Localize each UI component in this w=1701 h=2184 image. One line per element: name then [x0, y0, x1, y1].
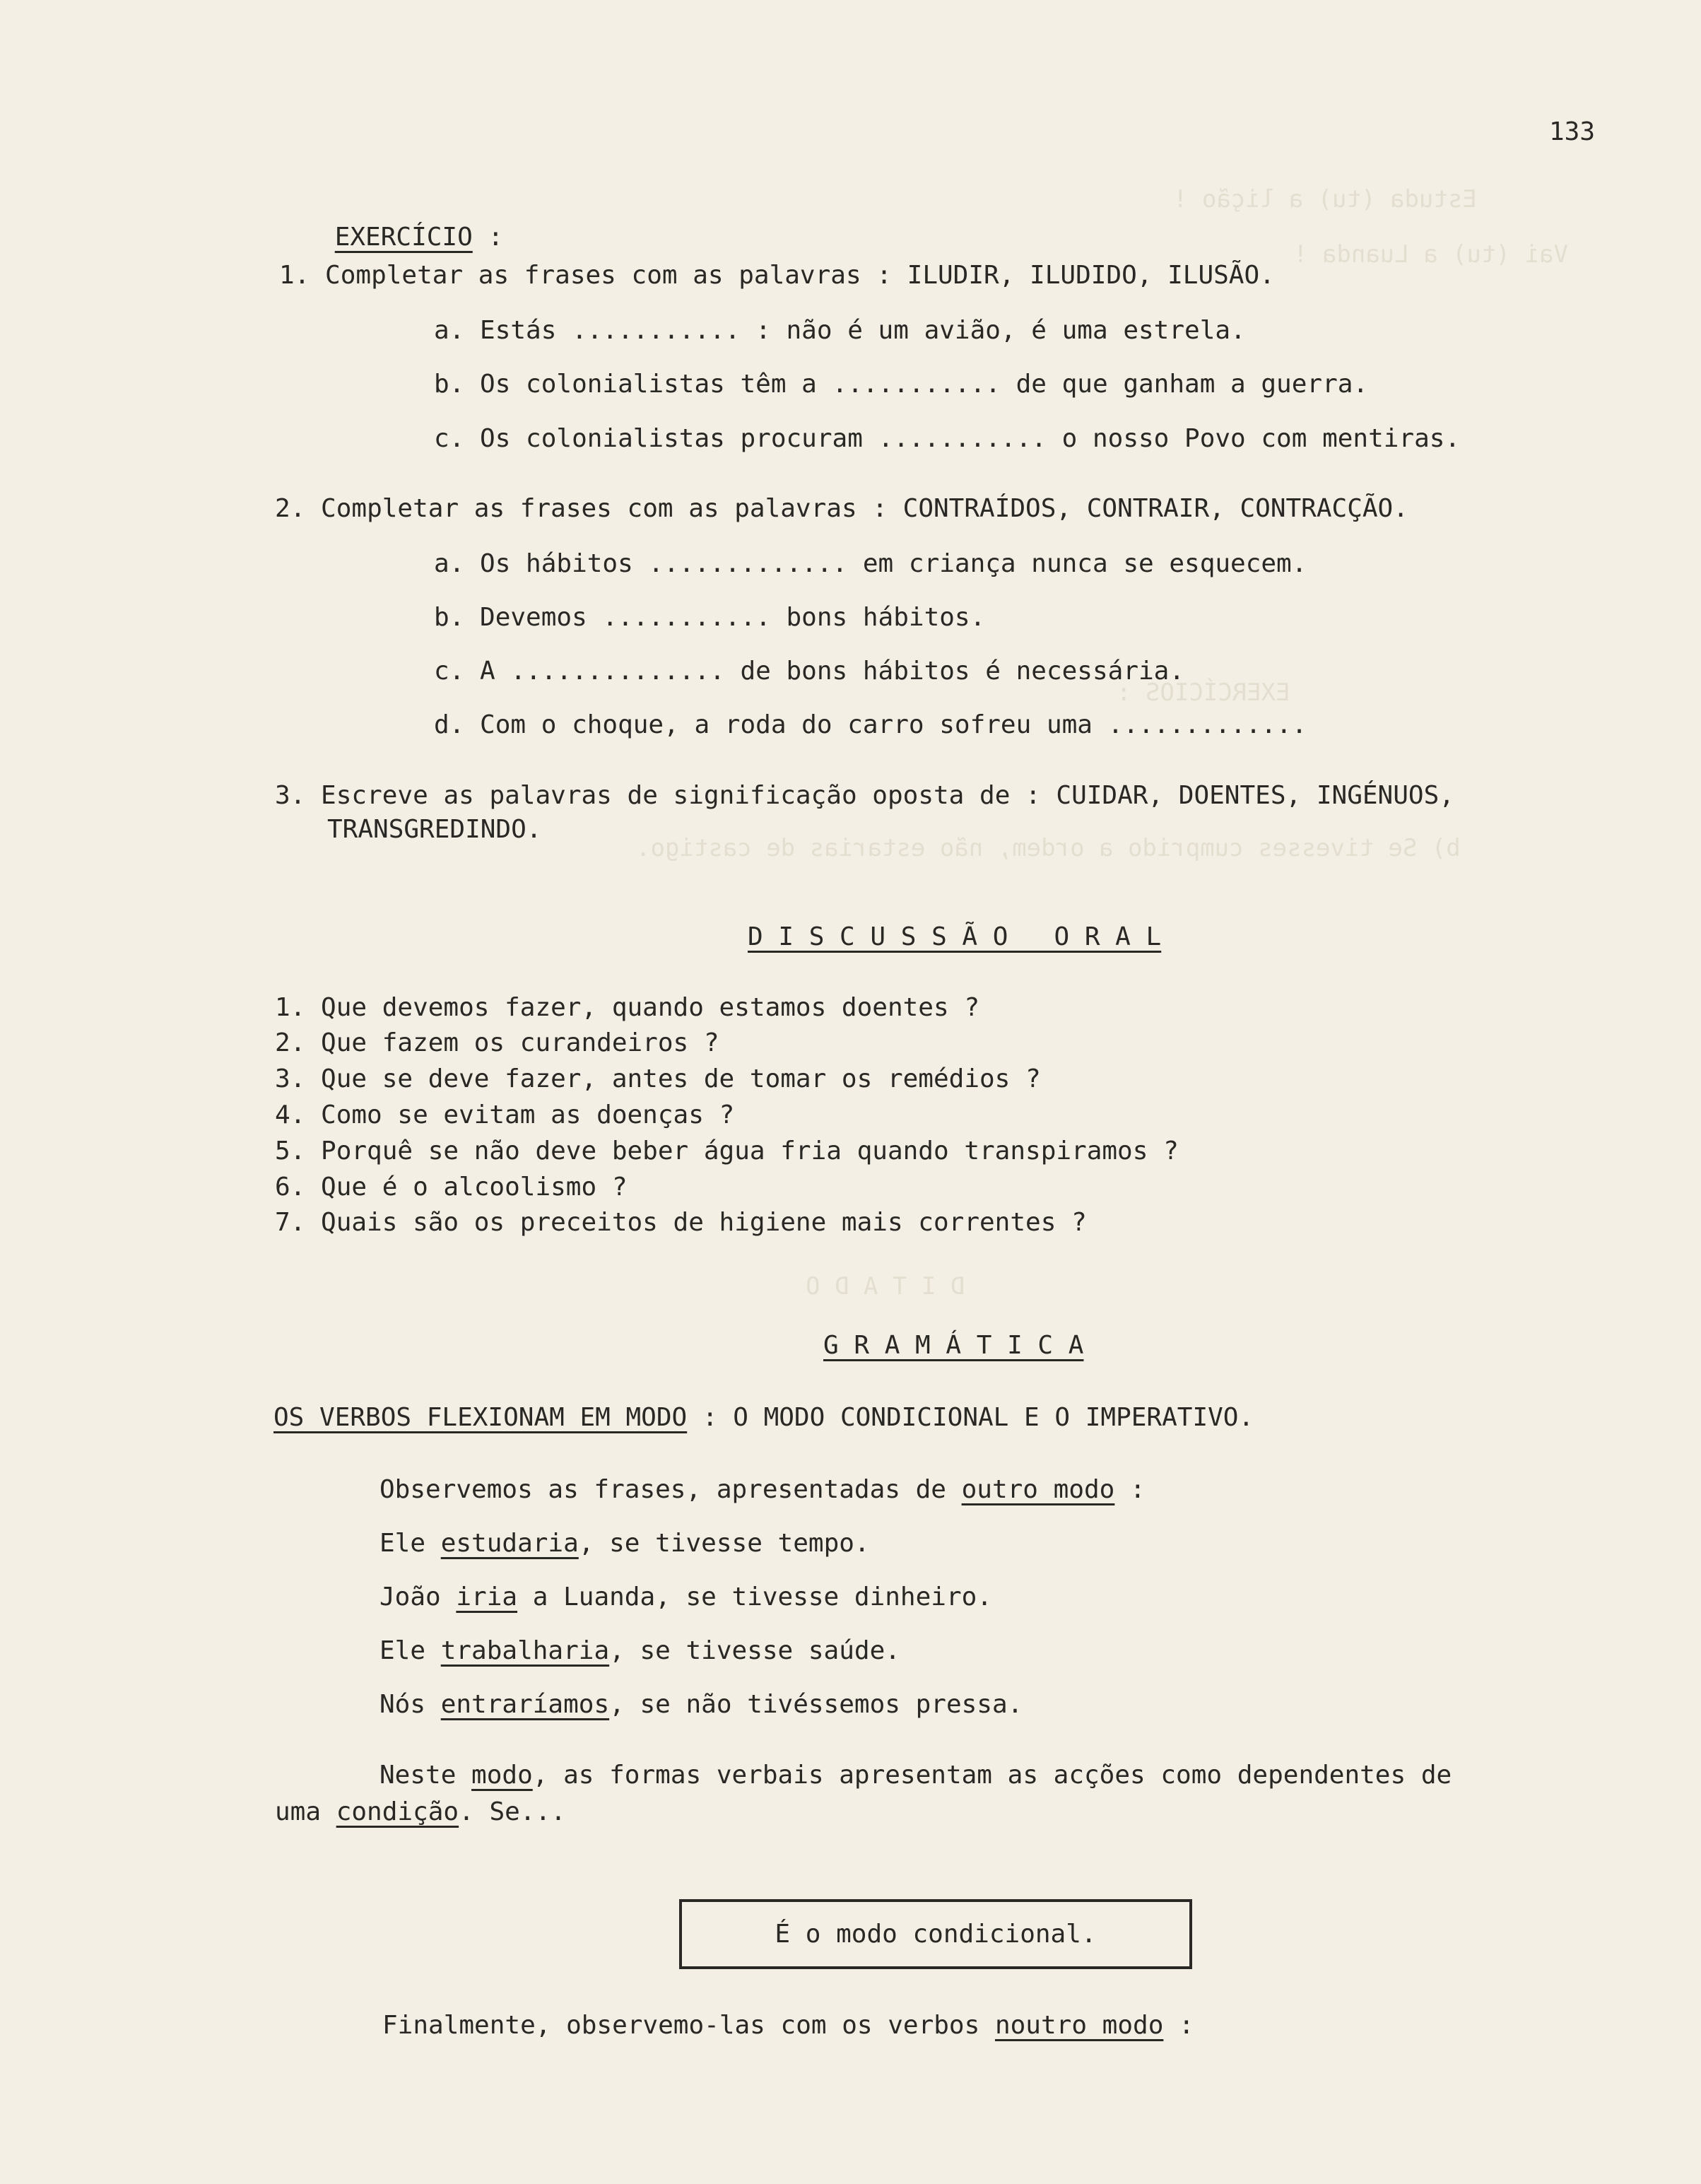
discussion-question-7: 7. Quais são os preceitos de higiene mais correntes ?: [275, 1208, 1087, 1237]
final-line: [382, 2009, 1194, 2043]
exercise-3-continuation: TRANSGREDINDO.: [327, 815, 542, 844]
exercise-2: [275, 492, 1408, 526]
conditional-mode-box-text: É o modo condicional.: [775, 1920, 1097, 1949]
page-number: 133: [1549, 117, 1596, 146]
explanation-post: . Se...: [459, 1797, 566, 1826]
exercise-2-item-d: d. Com o choque, a roda do carro sofreu uma .............: [434, 710, 1307, 739]
exercise-2-item-c: c. A .............. de bons hábitos é necessária.: [434, 657, 1185, 686]
explanation-underlined: condição: [336, 1797, 459, 1826]
example-verb: estudaria: [440, 1529, 579, 1558]
example-post: , se tivesse tempo.: [578, 1529, 870, 1558]
explanation-pre: Neste: [379, 1761, 472, 1790]
exercise-heading-text: EXERCÍCIO: [334, 223, 473, 252]
exercise-number: 2.: [275, 494, 306, 523]
final-pre: Finalmente, observemo-las com os verbos: [382, 2011, 995, 2040]
show-through-text: b) Se tivesses cumprido a ordem, não estarias de castigo.: [636, 834, 1461, 862]
observe-line: [379, 1473, 1146, 1507]
example-sentence-4: [379, 1688, 1023, 1722]
discussion-heading: D I S C U S S Ã O O R A L: [748, 922, 1162, 951]
example-sentence-1: [379, 1527, 870, 1561]
show-through-text: EXERCÍCIOS :: [1117, 679, 1290, 707]
example-verb: iria: [456, 1583, 518, 1611]
final-underlined: noutro modo: [994, 2011, 1164, 2040]
example-pre: Nós: [379, 1690, 441, 1719]
example-pre: Ele: [379, 1636, 441, 1665]
example-post: , se não tivéssemos pressa.: [609, 1690, 1023, 1719]
exercise-instruction: Completar as frases com as palavras : CONTRAÍDOS, CONTRAIR, CONTRACÇÃO.: [321, 494, 1408, 523]
exercise-heading-colon: :: [488, 223, 504, 252]
discussion-question-2: 2. Que fazem os curandeiros ?: [275, 1028, 719, 1057]
discussion-question-6: 6. Que é o alcoolismo ?: [275, 1173, 628, 1202]
exercise-number: 1.: [279, 261, 310, 290]
example-verb: entraríamos: [440, 1690, 610, 1719]
example-sentence-2: [379, 1580, 992, 1614]
discussion-question-3: 3. Que se deve fazer, antes de tomar os remédios ?: [275, 1064, 1041, 1093]
exercise-instruction: Escreve as palavras de significação oposta de : CUIDAR, DOENTES, INGÉNUOS,: [321, 781, 1454, 810]
example-post: a Luanda, se tivesse dinheiro.: [517, 1583, 992, 1611]
verbs-heading-rest: : O MODO CONDICIONAL E O IMPERATIVO.: [687, 1403, 1254, 1432]
final-post: :: [1163, 2011, 1194, 2040]
exercise-2-item-a: a. Os hábitos ............. em criança nunca se esquecem.: [434, 549, 1307, 578]
conditional-mode-box: [679, 1899, 1192, 1969]
exercise-3: [275, 779, 1454, 813]
explanation-line-1: [379, 1759, 1452, 1792]
verbs-heading: [273, 1401, 1254, 1435]
explanation-pre: uma: [275, 1797, 336, 1826]
exercise-1: [279, 259, 1275, 293]
show-through-text: Estuda (tu) a lição !: [1173, 185, 1477, 213]
example-pre: Ele: [379, 1529, 441, 1558]
exercise-1-item-c: c. Os colonialistas procuram ........... o nosso Povo com mentiras.: [434, 424, 1461, 453]
exercise-instruction: Completar as frases com as palavras : ILUDIR, ILUDIDO, ILUSÃO.: [325, 261, 1275, 290]
exercise-2-item-b: b. Devemos ........... bons hábitos.: [434, 603, 986, 632]
show-through-text: Vai (tu) a Luanda !: [1293, 240, 1568, 269]
verbs-heading-underlined: OS VERBOS FLEXIONAM EM MODO: [273, 1403, 688, 1432]
show-through-text: D I T A D O: [806, 1272, 965, 1301]
example-post: , se tivesse saúde.: [609, 1636, 900, 1665]
grammar-heading: G R A M Á T I C A: [823, 1331, 1084, 1360]
exercise-1-item-a: a. Estás ........... : não é um avião, é uma estrela.: [434, 316, 1246, 345]
example-sentence-3: [379, 1634, 900, 1668]
observe-underlined: outro modo: [961, 1475, 1115, 1504]
observe-pre: Observemos as frases, apresentadas de: [379, 1475, 962, 1504]
discussion-question-4: 4. Como se evitam as doenças ?: [275, 1100, 735, 1129]
explanation-underlined: modo: [471, 1761, 533, 1790]
example-pre: João: [379, 1583, 457, 1611]
exercise-1-item-b: b. Os colonialistas têm a ........... de que ganham a guerra.: [434, 370, 1369, 399]
observe-post: :: [1114, 1475, 1146, 1504]
explanation-line-2: [275, 1795, 566, 1829]
discussion-question-1: 1. Que devemos fazer, quando estamos doentes ?: [275, 993, 979, 1022]
exercise-number: 3.: [275, 781, 306, 810]
example-verb: trabalharia: [440, 1636, 610, 1665]
explanation-post: , as formas verbais apresentam as acções como dependentes de: [532, 1761, 1452, 1790]
discussion-question-5: 5. Porquê se não deve beber água fria quando transpiramos ?: [275, 1137, 1179, 1166]
